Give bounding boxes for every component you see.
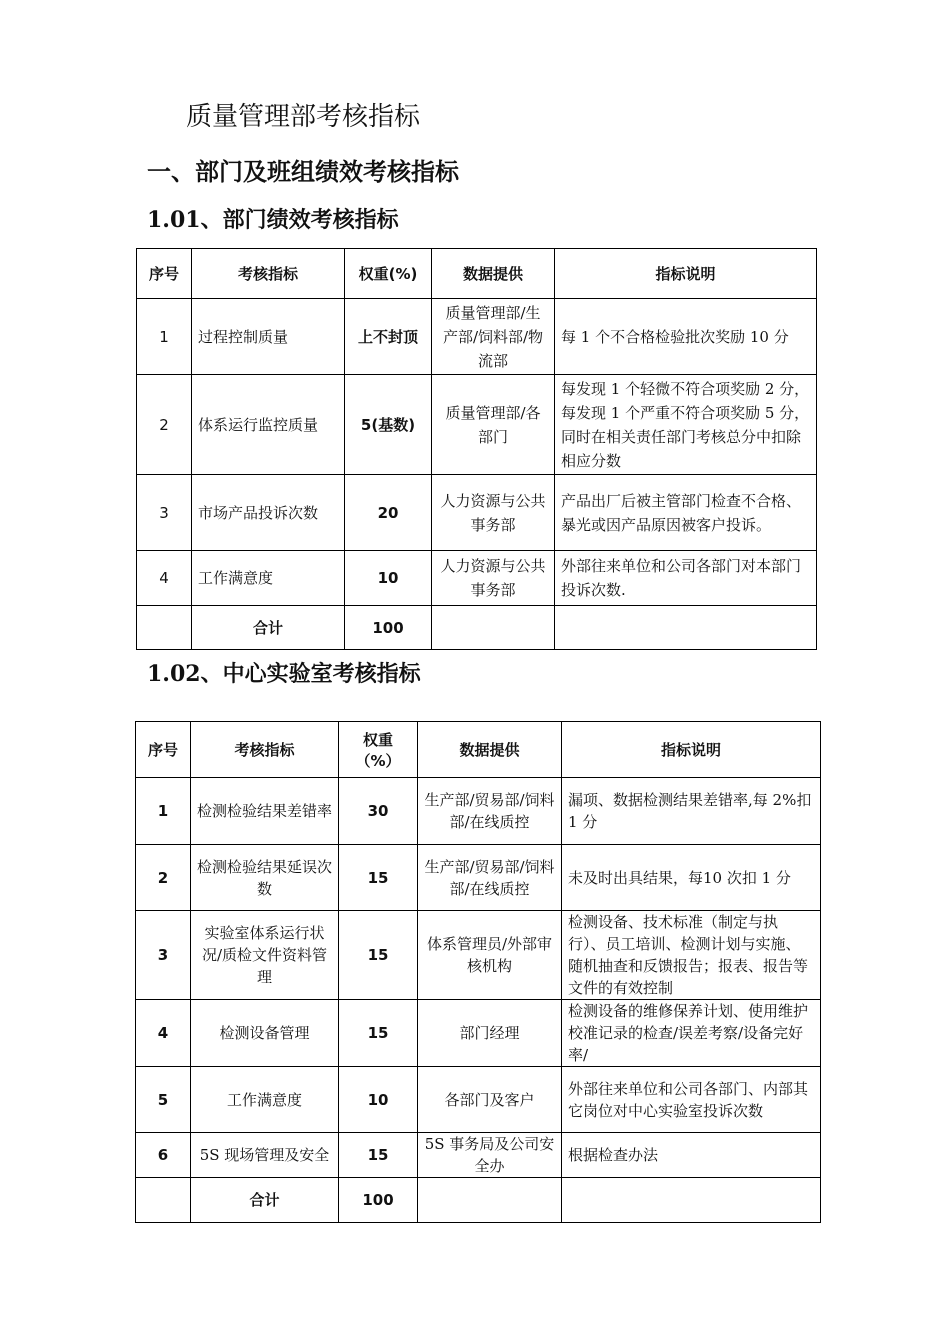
department-kpi-table [136,248,817,650]
data-provider: 质量管理部/生产部/饲料部/物流部 [432,299,555,375]
kpi-name: 5S 现场管理及安全 [191,1133,339,1178]
row-index: 6 [136,1133,191,1178]
kpi-name: 体系运行监控质量 [192,375,345,475]
kpi-description: 外部往来单位和公司各部门、内部其它岗位对中心实验室投诉次数 [562,1067,821,1133]
kpi-description: 每发现 1 个轻微不符合项奖励 2 分，每发现 1 个严重不符合项奖励 5 分，同时在相关责任部门考核总分中扣除相应分数 [555,375,817,475]
data-provider: 人力资源与公共事务部 [432,551,555,606]
kpi-name: 检测设备管理 [191,1000,339,1067]
kpi-name: 过程控制质量 [192,299,345,375]
kpi-weight: 10 [339,1067,418,1133]
row-index: 4 [136,1000,191,1067]
kpi-weight: 10 [345,551,432,606]
table2-heading: 1.02、中心实验室考核指标 [147,661,421,687]
data-provider: 人力资源与公共事务部 [432,475,555,551]
empty-cell [562,1178,821,1223]
kpi-name: 检测检验结果延误次数 [191,845,339,911]
kpi-weight: 15 [339,911,418,1000]
kpi-description: 检测设备的维修保养计划、使用维护校准记录的检查/误差考察/设备完好率/ [562,1000,821,1067]
kpi-weight: 15 [339,1133,418,1178]
table-row [137,475,817,551]
empty-cell [136,1178,191,1223]
kpi-description: 漏项、数据检测结果差错率,每 2%扣 1 分 [562,778,821,845]
document-title: 质量管理部考核指标 [186,102,421,132]
kpi-description: 产品出厂后被主管部门检查不合格、暴光或因产品原因被客户投诉。 [555,475,817,551]
row-index: 4 [137,551,192,606]
kpi-description: 未及时出具结果，每10 次扣 1 分 [562,845,821,911]
kpi-name: 市场产品投诉次数 [192,475,345,551]
data-provider: 部门经理 [418,1000,562,1067]
data-provider: 5S 事务局及公司安全办 [418,1133,562,1178]
kpi-weight: 15 [339,1000,418,1067]
row-index: 5 [136,1067,191,1133]
table-row [136,845,821,911]
header-cell: 序号 [137,249,192,299]
total-value: 100 [345,606,432,650]
table-header-row [136,722,821,778]
kpi-weight: 15 [339,845,418,911]
kpi-weight: 30 [339,778,418,845]
empty-cell [555,606,817,650]
data-provider: 各部门及客户 [418,1067,562,1133]
lab-kpi-table [135,721,821,1223]
section-heading: 一、部门及班组绩效考核指标 [147,158,459,186]
data-provider: 生产部/贸易部/饲料部/在线质控 [418,778,562,845]
data-provider: 质量管理部/各部门 [432,375,555,475]
kpi-weight: 上不封顶 [345,299,432,375]
kpi-name: 工作满意度 [191,1067,339,1133]
kpi-description: 根据检查办法 [562,1133,821,1178]
header-cell: 数据提供 [418,722,562,778]
kpi-description: 检测设备、技术标准（制定与执行）、员工培训、检测计划与实施、随机抽查和反馈报告；报表、报告等文件的有效控制 [562,911,821,1000]
total-label: 合计 [192,606,345,650]
header-cell: 指标说明 [562,722,821,778]
kpi-weight: 20 [345,475,432,551]
table-row [136,1000,821,1067]
total-value: 100 [339,1178,418,1223]
header-cell: 序号 [136,722,191,778]
total-label: 合计 [191,1178,339,1223]
row-index: 2 [136,845,191,911]
kpi-weight: 5(基数) [345,375,432,475]
table-row [136,778,821,845]
kpi-description: 每 1 个不合格检验批次奖励 10 分 [555,299,817,375]
table-row [136,911,821,1000]
empty-cell [418,1178,562,1223]
table-row [136,1067,821,1133]
table-row [136,1133,821,1178]
row-index: 3 [136,911,191,1000]
header-cell: 权重（%） [339,722,418,778]
header-cell: 指标说明 [555,249,817,299]
data-provider: 生产部/贸易部/饲料部/在线质控 [418,845,562,911]
kpi-description: 外部往来单位和公司各部门对本部门投诉次数. [555,551,817,606]
header-cell: 考核指标 [191,722,339,778]
kpi-name: 工作满意度 [192,551,345,606]
data-provider: 体系管理员/外部审核机构 [418,911,562,1000]
table-row [137,551,817,606]
table-row [137,299,817,375]
row-index: 2 [137,375,192,475]
table1-heading: 1.01、部门绩效考核指标 [147,207,399,233]
header-cell: 权重(%) [345,249,432,299]
kpi-name: 实验室体系运行状况/质检文件资料管理 [191,911,339,1000]
kpi-name: 检测检验结果差错率 [191,778,339,845]
table-row [137,375,817,475]
header-cell: 数据提供 [432,249,555,299]
row-index: 3 [137,475,192,551]
row-index: 1 [137,299,192,375]
empty-cell [432,606,555,650]
row-index: 1 [136,778,191,845]
table-header-row [137,249,817,299]
total-row [137,606,817,650]
total-row [136,1178,821,1223]
header-cell: 考核指标 [192,249,345,299]
empty-cell [137,606,192,650]
